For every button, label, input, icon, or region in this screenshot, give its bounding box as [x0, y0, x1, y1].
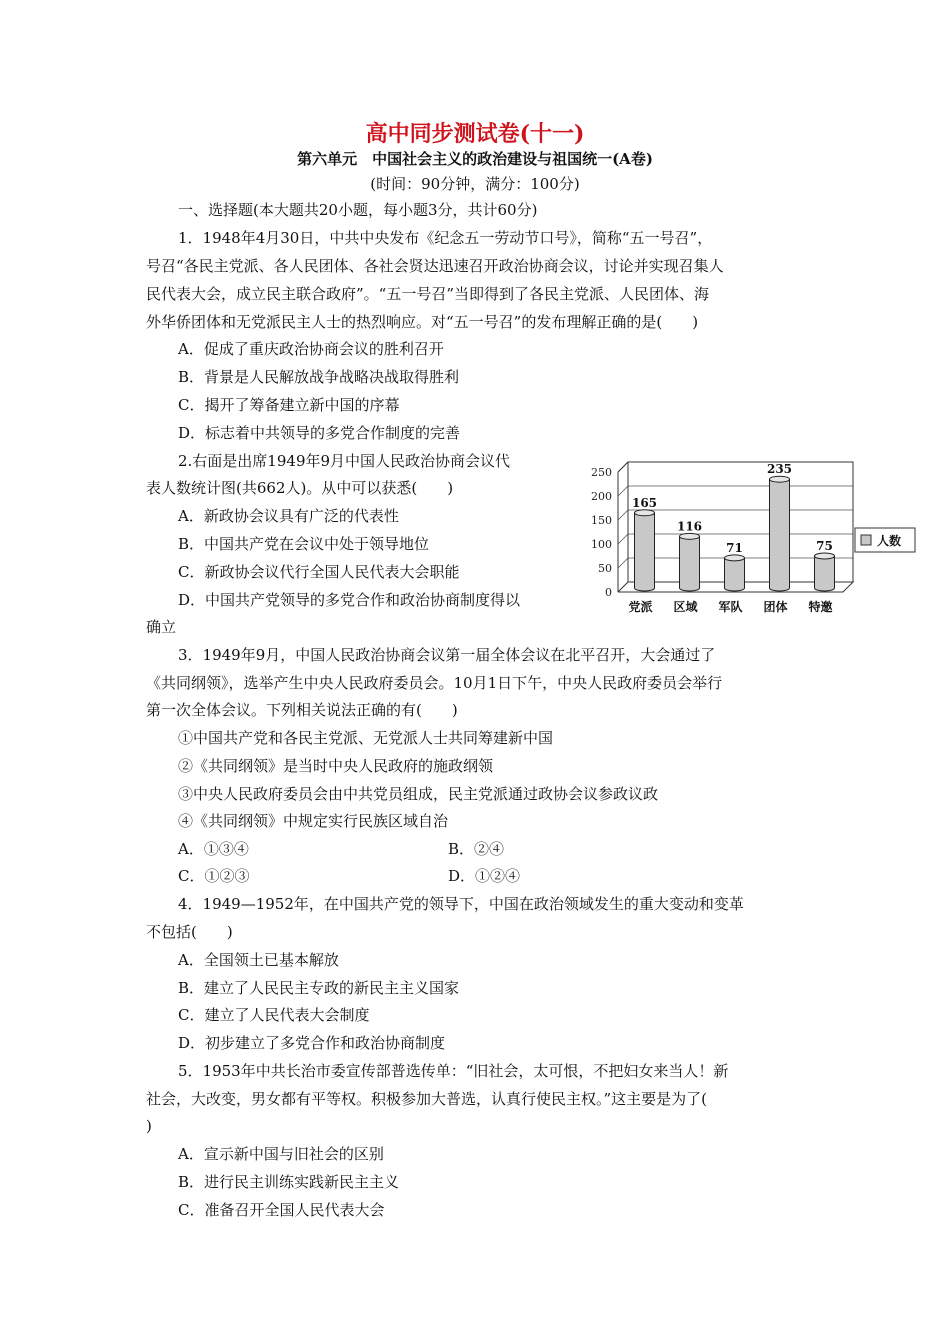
bar-top: [725, 555, 745, 561]
q5-line: 社会，大改变，男女都有平等权。积极参加大普选，认真行使民主权。”这主要是为了(: [146, 1090, 708, 1108]
section-title: 一、选择题(本大题共20小题，每小题3分，共计60分): [178, 201, 538, 219]
q3-statement: ③中央人民政府委员会由中共党员组成，民主党派通过政协会议参政议政: [178, 785, 659, 803]
bar-body: [815, 556, 835, 591]
q2-option-d-cont: 确立: [146, 618, 177, 636]
x-tick-label: 区域: [673, 600, 698, 614]
data-label: 75: [816, 539, 833, 553]
bar-军队: [725, 541, 745, 591]
q3-option-d: D．①②④: [448, 867, 521, 885]
data-label: 235: [766, 462, 793, 477]
bar-特邀: [815, 539, 835, 591]
bar-区域: [677, 519, 702, 591]
bar-top: [815, 553, 835, 559]
bar-top: [635, 510, 655, 516]
q3-statement: ①中国共产党和各民主党派、无党派人士共同筹建新中国: [178, 729, 554, 747]
y-tick-label: 150: [591, 514, 612, 527]
gridline-diag: [618, 486, 628, 496]
q1-line: 号召“各民主党派、各人民团体、各社会贤达迅速召开政治协商会议，讨论并实现召集人: [146, 257, 724, 275]
q1-line: 民代表大会，成立民主联合政府”。“五一号召”当即得到了各民主党派、人民团体、海: [146, 285, 710, 303]
gridline-diag: [618, 510, 628, 520]
x-tick-label: 特邀: [808, 600, 833, 614]
x-tick-label: 党派: [628, 600, 653, 614]
q2-line: 2.右面是出席1949年9月中国人民政治协商会议代: [178, 452, 511, 470]
q5-option-a: A．宣示新中国与旧社会的区别: [178, 1145, 384, 1163]
representatives-bar-chart: [580, 455, 920, 625]
q3-line: 3．1949年9月，中国人民政治协商会议第一届全体会议在北平召开，大会通过了: [178, 646, 716, 664]
q2-option-d: D．中国共产党领导的多党合作和政治协商制度得以: [178, 591, 521, 609]
y-tick-label: 200: [591, 490, 612, 503]
q5-option-b: B．进行民主训练实践新民主主义: [178, 1173, 400, 1191]
legend-swatch: [861, 535, 871, 545]
q4-option-c: C．建立了人民代表大会制度: [178, 1006, 370, 1024]
q3-statement: ④《共同纲领》中规定实行民族区域自治: [178, 812, 449, 830]
q5-line: 5．1953年中共长治市委宣传部普选传单：“旧社会，太可恨，不把妇女来当人！新: [178, 1062, 729, 1080]
q2-option-c: C．新政协会议代行全国人民代表大会职能: [178, 563, 460, 581]
bar-top: [680, 533, 700, 539]
q3-line: 第一次全体会议。下列相关说法正确的有( ): [146, 701, 458, 719]
q4-option-a: A．全国领土已基本解放: [178, 951, 339, 969]
q3-statement: ②《共同纲领》是当时中央人民政府的施政纲领: [178, 757, 494, 775]
q1-option-d: D．标志着中共领导的多党合作制度的完善: [178, 424, 461, 442]
q2-line: 表人数统计图(共662人)。从中可以获悉( ): [146, 479, 454, 497]
q1-option-b: B．背景是人民解放战争战略决战取得胜利: [178, 368, 460, 386]
y-tick-label: 250: [591, 466, 612, 479]
q4-line: 4．1949—1952年，在中国共产党的领导下，中国在政治领域发生的重大变动和变革: [178, 895, 744, 913]
page-title: 高中同步测试卷(十一): [365, 121, 585, 147]
legend-label: 人数: [877, 534, 902, 548]
q2-option-a: A．新政协会议具有广泛的代表性: [178, 507, 399, 525]
q3-option-b: B．②④: [448, 840, 505, 858]
q1-option-c: C．揭开了筹备建立新中国的序幕: [178, 396, 400, 414]
bar-body: [725, 558, 745, 591]
y-tick-label: 100: [591, 538, 612, 551]
gridline-diag: [618, 558, 628, 568]
page-subtitle: 第六单元 中国社会主义的政治建设与祖国统一(A卷): [297, 150, 653, 168]
q3-option-a: A．①③④: [178, 840, 249, 858]
x-tick-label: 团体: [763, 600, 788, 614]
q5-line: ): [146, 1117, 152, 1135]
q3-line: 《共同纲领》，选举产生中央人民政府委员会。10月1日下午，中央人民政府委员会举行: [146, 674, 723, 692]
bar-团体: [767, 462, 792, 591]
bar-body: [680, 536, 700, 591]
q3-option-c: C．①②③: [178, 867, 250, 885]
time-info: (时间：90分钟，满分：100分): [370, 175, 580, 193]
bar-body: [635, 513, 655, 591]
q4-option-d: D．初步建立了多党合作和政治协商制度: [178, 1034, 446, 1052]
q1-line: 1．1948年4月30日，中共中央发布《纪念五一劳动节口号》，简称“五一号召”，: [178, 229, 713, 247]
data-label: 71: [726, 540, 743, 555]
x-tick-label: 军队: [718, 600, 743, 614]
q2-option-b: B．中国共产党在会议中处于领导地位: [178, 535, 430, 553]
q1-line: 外华侨团体和无党派民主人士的热烈响应。对“五一号召”的发布理解正确的是( ): [146, 313, 699, 331]
data-label: 116: [676, 519, 703, 534]
chart-y-axis-top: [618, 462, 628, 472]
q4-option-b: B．建立了人民民主专政的新民主主义国家: [178, 979, 460, 997]
bar-body: [770, 479, 790, 591]
gridline-diag: [618, 534, 628, 544]
data-label: 165: [631, 495, 658, 510]
y-tick-label: 50: [598, 562, 612, 575]
bar-top: [770, 476, 790, 482]
q1-option-a: A．促成了重庆政治协商会议的胜利召开: [178, 340, 444, 358]
q4-line: 不包括( ): [146, 923, 233, 941]
y-tick-label: 0: [605, 586, 612, 599]
q5-option-c: C．准备召开全国人民代表大会: [178, 1201, 385, 1219]
